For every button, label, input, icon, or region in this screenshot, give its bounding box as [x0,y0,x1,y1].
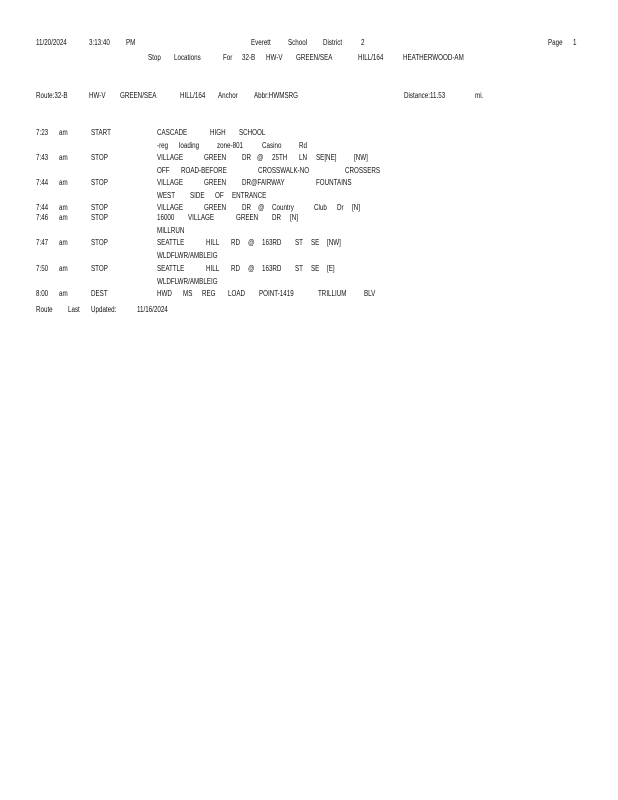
stop-description-word: DR [272,213,282,222]
stop-description-word: GREEN [236,213,259,222]
stop-description-word: DR@FAIRWAY [242,178,285,187]
stop-description-word: Country [272,203,294,212]
stop-ampm: am [59,203,68,212]
stop-description-word: CROSSERS [345,165,381,175]
stop-ampm: am [59,264,68,273]
stop-type: DEST [91,289,108,298]
stop-description-word: REG [202,289,216,298]
stop-description-word: @ [258,203,265,212]
stop-time: 7:47 [36,238,49,247]
route-code: HW-V [89,91,106,100]
page-number: 1 [573,38,577,47]
stop-description-word: Dr [337,203,344,212]
subtitle-word: HEATHERWOOD-AM [403,53,464,62]
route-distance: Distance:11.53 [404,91,446,100]
org-word: 2 [361,38,365,47]
footer-word: Route [36,305,53,314]
stop-description-word: CROSSWALK-NO [258,165,310,175]
stop-description-word: BLV [364,289,376,298]
stop-time: 7:50 [36,264,49,273]
stop-description-word: MS [183,289,193,298]
stop-description-word: DR [242,153,252,162]
subtitle-word: 32-B [242,53,256,62]
stop-description-word: LOAD [228,289,246,298]
route-abbr: Abbr:HWMSRG [254,91,299,100]
subtitle-word: HILL/164 [358,53,384,62]
report-date: 11/20/2024 [36,38,67,47]
stop-description-word: SEATTLE [157,264,185,273]
stop-description-word: loading [179,140,200,150]
footer-word: Last [68,305,80,314]
route-id: Route:32-B [36,91,68,100]
route-name: HILL/164 [180,91,206,100]
stop-description-word: VILLAGE [157,178,184,187]
stop-description-word: @ [248,264,255,273]
stop-description-word: GREEN [204,153,227,162]
stop-type: STOP [91,203,108,212]
stop-description-word: [E] [327,264,335,273]
page-label: Page [548,38,563,47]
stop-ampm: am [59,128,68,137]
org-word: Everett [251,38,271,47]
stop-description-word: Rd [299,140,307,150]
stop-description-word: GREEN [204,178,227,187]
org-word: School [288,38,308,47]
stop-ampm: am [59,213,68,222]
stop-description-word: HIGH [210,128,226,137]
stop-time: 7:46 [36,213,49,222]
report-time: 3:13:40 [89,38,110,47]
stop-description-word: VILLAGE [188,213,215,222]
stop-description-word: 16000 [157,213,175,222]
stop-description-word: zone-801 [217,140,244,150]
org-word: District [323,38,343,47]
stop-type: STOP [91,178,108,187]
stop-description-word: ST [295,264,303,273]
stop-time: 7:44 [36,203,49,212]
stop-description-word: GREEN [204,203,227,212]
stop-description-word: MILLRUN [157,225,185,235]
stop-description-word: [NW] [327,238,341,247]
stop-description-word: 163RD [262,264,282,273]
stop-description-word: LN [299,153,307,162]
stop-description-word: -reg [157,140,169,150]
stop-description-word: RD [231,264,241,273]
stop-description-word: [NW] [354,153,368,162]
stop-description-word: FOUNTAINS [316,178,352,187]
stop-description-word: CASCADE [157,128,188,137]
report-ampm: PM [126,38,136,47]
stop-time: 8:00 [36,289,49,298]
stop-description-word: 163RD [262,238,282,247]
stop-description-word: VILLAGE [157,153,184,162]
footer-word: Updated: [91,305,117,314]
subtitle-word: Locations [174,53,201,62]
stop-description-word: OF [215,190,224,200]
stop-time: 7:23 [36,128,49,137]
stop-description-word: ST [295,238,303,247]
footer-updated-date: 11/16/2024 [137,305,168,314]
stop-description-word: OFF [157,165,170,175]
stop-description-word: WLDFLWR/AMBLEIG [157,250,218,260]
stop-description-word: 25TH [272,153,288,162]
stop-description-word: SE[NE] [316,153,337,162]
stop-description-word: VILLAGE [157,203,184,212]
stop-ampm: am [59,153,68,162]
subtitle-word: For [223,53,233,62]
anchor-label: Anchor [218,91,238,100]
stop-type: STOP [91,264,108,273]
subtitle-word: Stop [148,53,161,62]
stop-ampm: am [59,178,68,187]
stop-description-word: TRILLIUM [318,289,347,298]
stop-description-word: SEATTLE [157,238,185,247]
stop-description-word: @ [248,238,255,247]
stop-description-word: SCHOOL [239,128,266,137]
stop-ampm: am [59,289,68,298]
subtitle-word: HW-V [266,53,283,62]
stop-time: 7:44 [36,178,49,187]
stop-description-word: DR [242,203,252,212]
stop-description-word: POINT-1419 [259,289,294,298]
stop-description-word: ENTRANCE [232,190,267,200]
stop-description-word: ROAD-BEFORE [181,165,227,175]
route-name: GREEN/SEA [120,91,157,100]
stop-type: STOP [91,153,108,162]
stop-description-word: @ [257,153,264,162]
stop-description-word: Club [314,203,327,212]
stop-description-word: SIDE [190,190,205,200]
stop-type: START [91,128,111,137]
distance-unit: mi. [475,91,484,100]
subtitle-word: GREEN/SEA [296,53,333,62]
stop-description-word: WEST [157,190,176,200]
stop-description-word: [N] [352,203,360,212]
stop-time: 7:43 [36,153,49,162]
stop-type: STOP [91,238,108,247]
stop-description-word: WLDFLWR/AMBLEIG [157,276,218,286]
stop-type: STOP [91,213,108,222]
stop-ampm: am [59,238,68,247]
stop-description-word: SE [311,264,320,273]
stop-description-word: HWD [157,289,172,298]
stop-description-word: SE [311,238,320,247]
stop-description-word: HILL [206,238,220,247]
stop-description-word: [N] [290,213,298,222]
stop-description-word: RD [231,238,241,247]
stop-description-word: HILL [206,264,220,273]
stop-description-word: Casino [262,140,282,150]
